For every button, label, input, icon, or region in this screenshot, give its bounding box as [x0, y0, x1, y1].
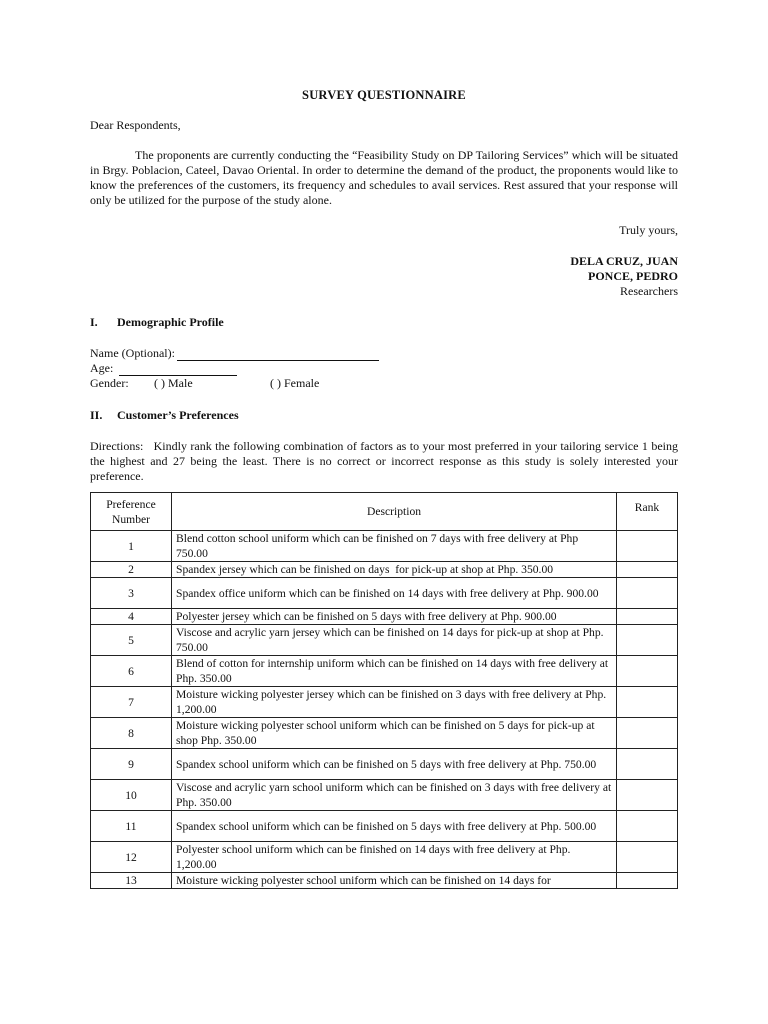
section-title: Demographic Profile — [117, 315, 224, 329]
rank-input-cell[interactable] — [617, 780, 678, 811]
header-preference-number: Preference Number — [91, 493, 172, 531]
rank-input-cell[interactable] — [617, 609, 678, 625]
preference-number-cell: 9 — [91, 749, 172, 780]
description-cell: Spandex school uniform which can be finished on 5 days with free delivery at Php. 750.00 — [172, 749, 617, 780]
description-cell: Spandex office uniform which can be finished on 14 days with free delivery at Php. 900.00 — [172, 578, 617, 609]
description-cell: Polyester school uniform which can be finished on 14 days with free delivery at Php. 1,200.00 — [172, 842, 617, 873]
table-header-row — [91, 493, 678, 531]
age-blank[interactable] — [119, 363, 237, 376]
description-cell: Spandex jersey which can be finished on days for pick-up at shop at Php. 350.00 — [172, 562, 617, 578]
signatory-1: DELA CRUZ, JUAN — [570, 254, 678, 268]
header-rank: Rank — [617, 493, 678, 531]
table-body — [91, 531, 678, 889]
preference-number-cell: 3 — [91, 578, 172, 609]
preference-number-cell: 8 — [91, 718, 172, 749]
name-label: Name (Optional): — [90, 346, 175, 360]
age-label: Age: — [90, 361, 114, 375]
header-description: Description — [172, 493, 617, 531]
section-number: II. — [90, 408, 103, 422]
preference-number-cell: 1 — [91, 531, 172, 562]
preference-number-cell: 4 — [91, 609, 172, 625]
description-cell: Viscose and acrylic yarn school uniform which can be finished on 3 days with free delivery at Php. 350.00 — [172, 780, 617, 811]
rank-input-cell[interactable] — [617, 718, 678, 749]
table-row — [91, 873, 678, 889]
section-number: I. — [90, 315, 98, 329]
table-row — [91, 749, 678, 780]
rank-input-cell[interactable] — [617, 842, 678, 873]
rank-input-cell[interactable] — [617, 562, 678, 578]
preference-number-cell: 12 — [91, 842, 172, 873]
preference-number-cell: 2 — [91, 562, 172, 578]
rank-input-cell[interactable] — [617, 656, 678, 687]
description-cell: Spandex school uniform which can be finished on 5 days with free delivery at Php. 500.00 — [172, 811, 617, 842]
rank-input-cell[interactable] — [617, 625, 678, 656]
description-cell: Moisture wicking polyester school uniform which can be finished on 5 days for pick-up at shop Php. 350.00 — [172, 718, 617, 749]
table-row — [91, 531, 678, 562]
description-cell: Moisture wicking polyester jersey which can be finished on 3 days with free delivery at Php. 1,200.00 — [172, 687, 617, 718]
table-row — [91, 687, 678, 718]
preference-number-cell: 7 — [91, 687, 172, 718]
gender-male-option[interactable]: ( ) Male — [154, 376, 193, 390]
preference-number-cell: 6 — [91, 656, 172, 687]
table-row — [91, 578, 678, 609]
survey-page — [90, 88, 678, 889]
table-row — [91, 718, 678, 749]
name-blank[interactable] — [177, 348, 379, 361]
signatory-2: PONCE, PEDRO — [588, 269, 678, 283]
name-field-row — [90, 346, 678, 361]
preference-number-cell: 13 — [91, 873, 172, 889]
table-row — [91, 562, 678, 578]
rank-input-cell[interactable] — [617, 873, 678, 889]
rank-input-cell[interactable] — [617, 578, 678, 609]
gender-female-option[interactable]: ( ) Female — [270, 376, 320, 390]
signatory-role: Researchers — [620, 284, 678, 298]
gender-row — [90, 376, 678, 392]
description-cell: Blend cotton school uniform which can be finished on 7 days with free delivery at Php 750.00 — [172, 531, 617, 562]
directions-paragraph: Directions: Kindly rank the following combination of factors as to your most preferred in your tailoring service 1 being the highest and 27 being the least. There is no correct or incorrect response as this study is solely interested your preference. — [90, 439, 678, 483]
rank-input-cell[interactable] — [617, 531, 678, 562]
document-title: SURVEY QUESTIONNAIRE — [302, 88, 466, 102]
description-cell: Moisture wicking polyester school uniform which can be finished on 14 days for — [172, 873, 617, 889]
description-cell: Polyester jersey which can be finished on 5 days with free delivery at Php. 900.00 — [172, 609, 617, 625]
preference-table — [90, 492, 678, 889]
table-row — [91, 842, 678, 873]
table-row — [91, 625, 678, 656]
age-field-row — [90, 361, 678, 376]
table-row — [91, 656, 678, 687]
section-title: Customer’s Preferences — [117, 408, 239, 422]
description-cell: Viscose and acrylic yarn jersey which can be finished on 14 days for pick-up at shop at Php. 750.00 — [172, 625, 617, 656]
rank-input-cell[interactable] — [617, 749, 678, 780]
closing-line: Truly yours, — [619, 223, 678, 237]
rank-input-cell[interactable] — [617, 811, 678, 842]
preference-number-cell: 10 — [91, 780, 172, 811]
description-cell: Blend of cotton for internship uniform which can be finished on 14 days with free delivery at Php. 350.00 — [172, 656, 617, 687]
intro-paragraph: The proponents are currently conducting the “Feasibility Study on DP Tailoring Services” which will be situated in Brgy. Poblacion, Cateel, Davao Oriental. In order to determine the demand of the product, the proponents would like to know the preferences of the customers, its frequency and schedules to avail services. Rest assured that your response will only be utilized for the purpose of the study alone. — [90, 148, 678, 207]
section-preferences-heading — [90, 408, 678, 423]
salutation: Dear Respondents, — [90, 118, 181, 132]
preference-number-cell: 5 — [91, 625, 172, 656]
gender-label: Gender: — [90, 376, 129, 390]
table-row — [91, 780, 678, 811]
table-row — [91, 609, 678, 625]
rank-input-cell[interactable] — [617, 687, 678, 718]
preference-number-cell: 11 — [91, 811, 172, 842]
section-demographic-heading — [90, 315, 678, 330]
table-row — [91, 811, 678, 842]
